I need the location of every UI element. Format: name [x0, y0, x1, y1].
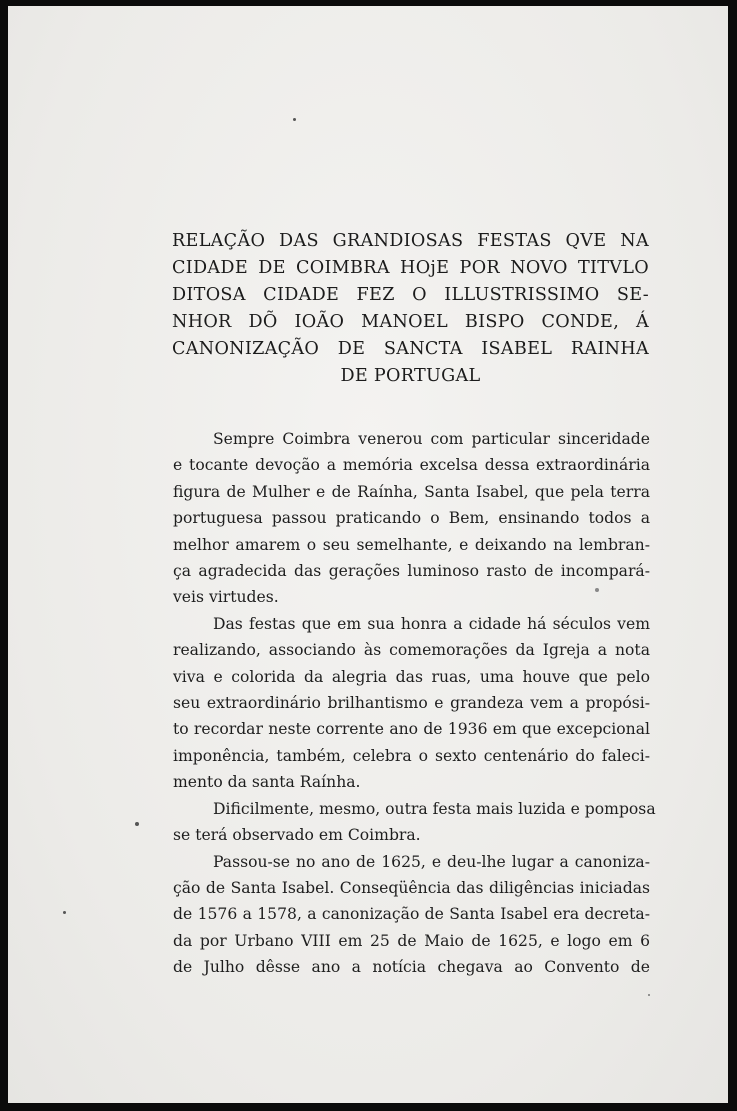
paper-speck	[595, 588, 599, 592]
text-line: ça agradecida das gerações luminoso rasto de incompará-	[173, 562, 650, 581]
text-line: figura de Mulher e de Raínha, Santa Isabel, que pela terra	[173, 482, 650, 501]
paper-speck	[648, 994, 650, 996]
text-line: imponência, também, celebra o sexto centenário do faleci-	[173, 746, 650, 765]
text-line: realizando, associando às comemorações da Igreja a nota	[173, 641, 650, 660]
title-line: DITOSA CIDADE FEZ O ILLUSTRISSIMO SE-	[172, 285, 649, 305]
page-sheet	[8, 6, 728, 1103]
text-line: veis virtudes.	[173, 588, 279, 607]
text-line: Dificilmente, mesmo, outra festa mais luzida e pomposa	[213, 799, 656, 818]
title-line: CANONIZAÇÃO DE SANCTA ISABEL RAINHA	[172, 339, 649, 359]
text-line: mento da santa Raínha.	[173, 773, 361, 792]
text-line: portuguesa passou praticando o Bem, ensinando todos a	[173, 509, 650, 528]
text-line: da por Urbano VIII em 25 de Maio de 1625, e logo em 6	[173, 931, 650, 950]
paragraph-2	[173, 611, 650, 796]
title-line: DE PORTUGAL	[340, 366, 481, 386]
paragraph-1	[173, 426, 650, 611]
text-line: to recordar neste corrente ano de 1936 em que excepcional	[173, 720, 650, 739]
text-line: se terá observado em Coimbra.	[173, 826, 421, 845]
title-line: NHOR DÕ IOÃO MANOEL BISPO CONDE, Á	[172, 312, 649, 332]
text-line: melhor amarem o seu semelhante, e deixando na lembran-	[173, 535, 650, 554]
title-line: RELAÇÃO DAS GRANDIOSAS FESTAS QVE NA	[172, 231, 649, 251]
text-line: de 1576 a 1578, a canonização de Santa Isabel era decreta-	[173, 905, 650, 924]
text-line: Passou-se no ano de 1625, e deu-lhe lugar a canoniza-	[213, 852, 650, 871]
paper-speck	[293, 118, 296, 121]
text-line: Sempre Coimbra venerou com particular sinceridade	[213, 430, 650, 448]
document-title	[172, 228, 649, 390]
paper-speck	[135, 822, 139, 826]
text-line: Das festas que em sua honra a cidade há séculos vem	[213, 614, 650, 633]
body-text	[173, 426, 656, 981]
paragraph-3	[173, 796, 656, 849]
title-line: CIDADE DE COIMBRA HOjE POR NOVO TITVLO	[172, 258, 649, 278]
text-line: viva e colorida da alegria das ruas, uma houve que pelo	[173, 667, 650, 686]
text-line: e tocante devoção a memória excelsa dessa extraordinária	[173, 456, 650, 475]
text-line: de Julho dêsse ano a notícia chegava ao Convento de	[173, 958, 650, 977]
text-line: seu extraordinário brilhantismo e grandeza vem a propósi-	[173, 694, 650, 713]
paper-speck	[63, 911, 66, 914]
paragraph-4	[173, 849, 650, 981]
text-line: ção de Santa Isabel. Conseqüência das diligências iniciadas	[173, 878, 650, 897]
